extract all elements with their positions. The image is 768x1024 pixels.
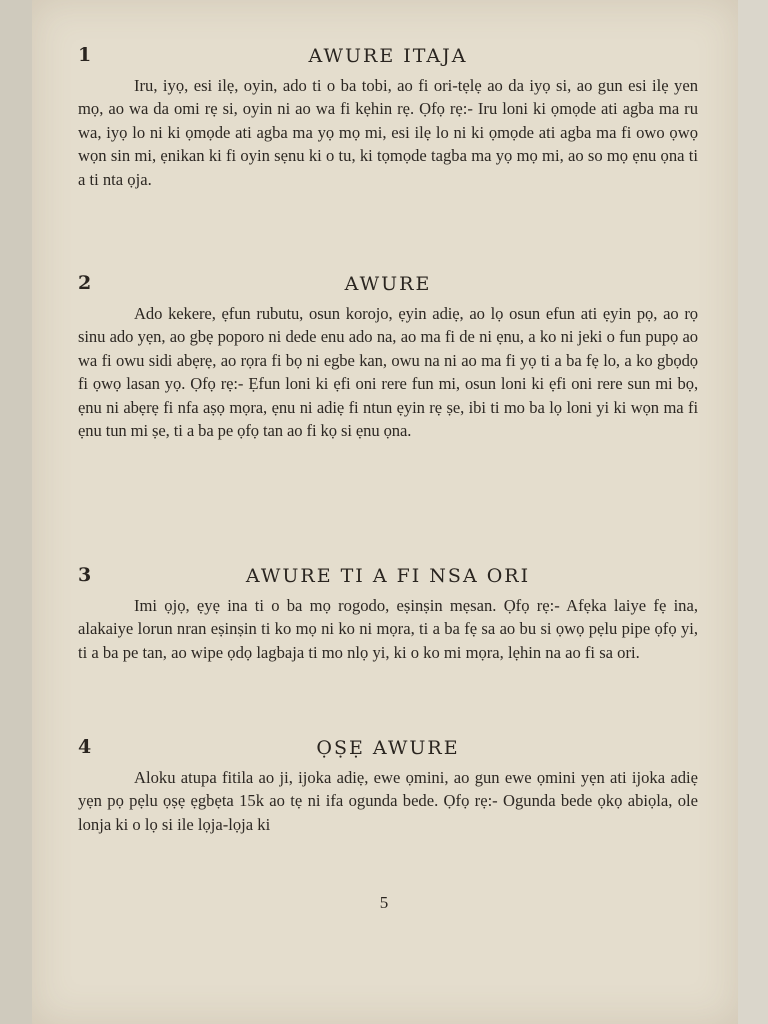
- section-heading: AWURE TI A FI NSA ORI: [245, 565, 531, 587]
- scan-right-margin: [738, 0, 768, 1024]
- section-2: [78, 272, 698, 442]
- section-number: 3: [78, 564, 92, 586]
- section-heading: ỌṢẸ AWURE: [316, 737, 460, 759]
- section-heading: AWURE: [344, 273, 432, 295]
- section-text: Iru, iyọ, esi ilẹ, oyin, ado ti o ba tobi, ao fi ori-tẹlẹ ao da iyọ si, ao gun esi ilẹ yen mọ, ao wa da omi rẹ si, oyin ni ao wa fi kẹhin rẹ. Ọfọ rẹ:- Iru loni ki ọmọde ati agba ma ru wa, iyọ lo ni ki ọmọde ati agba ma yọ mọ mi, esi ilẹ lo ni ki ọmọde ati agba ma fi owo ọwọ wọn sin mi, ẹnikan ki fi oyin sẹnu ki o tu, ki tọmọde tagba ma yọ mọ mi, ao so mọ ẹnu ọna ti a ti nta ọja.: [78, 76, 698, 189]
- section-text: Aloku atupa fitila ao ji, ijoka adiẹ, ewe ọmini, ao gun ewe ọmini yẹn ati ijoka adiẹ yẹn pọ pẹlu ọṣẹ ẹgbẹta 15k ao tẹ ni ifa ogunda bede. Ọfọ rẹ:- Ogunda bede ọkọ abiọla, ole lonja ki o lọ si ile lọja-lọja ki: [78, 768, 698, 834]
- scan-left-margin: [0, 0, 32, 1024]
- section-number: 1: [78, 44, 92, 66]
- section-3: [78, 564, 698, 664]
- section-number: 2: [78, 272, 92, 294]
- section-number: 4: [78, 736, 92, 758]
- section-1: [78, 44, 698, 191]
- page-number: 5: [379, 893, 389, 912]
- section-text: Imi ọjọ, ẹyẹ ina ti o ba mọ rogodo, eṣinṣin mẹsan. Ọfọ rẹ:- Afẹka laiye fẹ ina, alakaiye lorun nran eṣinṣin ti ko mọ ni ko ni mọra, ti a ba fẹ sa ao bu si ọwọ pẹlu pipe ọfọ yi, ti a ba pe tan, ao wipe ọdọ lagbaja ti mo nlọ yi, ki o ko mi mọra, lẹhin na ao fi sa ori.: [78, 596, 698, 662]
- section-text: Ado kekere, ẹfun rubutu, osun korojo, ẹyin adiẹ, ao lọ osun efun ati ẹyin pọ, ao rọ sinu ado yẹn, ao gbẹ poporo ni dede enu ado na, ao ma fi de ni ẹnu, a ko ni jeki o fun pupọ ao wa fi owu sidi abẹrẹ, ao rọra fi bọ ni egbe kan, owu na ni ao ma fi yọ ti a ba fẹ lo, a ko gbọdọ fi ọwọ lasan yọ. Ọfọ rẹ:- Ẹfun loni ki ẹfi oni rere fun mi, osun loni ki ẹfi oni rere sun mi bọ, ẹnu ni abẹrẹ fi nfa aṣọ mọra, ẹnu ni adiẹ fi ntun ẹyin rẹ ṣe, ibi ti mo ba lọ loni yi ki wọn ma fi ẹnu tun mi ṣe, ti a ba pe ọfọ tan ao fi kọ si ẹnu ọna.: [78, 304, 698, 441]
- section-heading: AWURE ITAJA: [308, 45, 468, 67]
- section-4: [78, 736, 698, 836]
